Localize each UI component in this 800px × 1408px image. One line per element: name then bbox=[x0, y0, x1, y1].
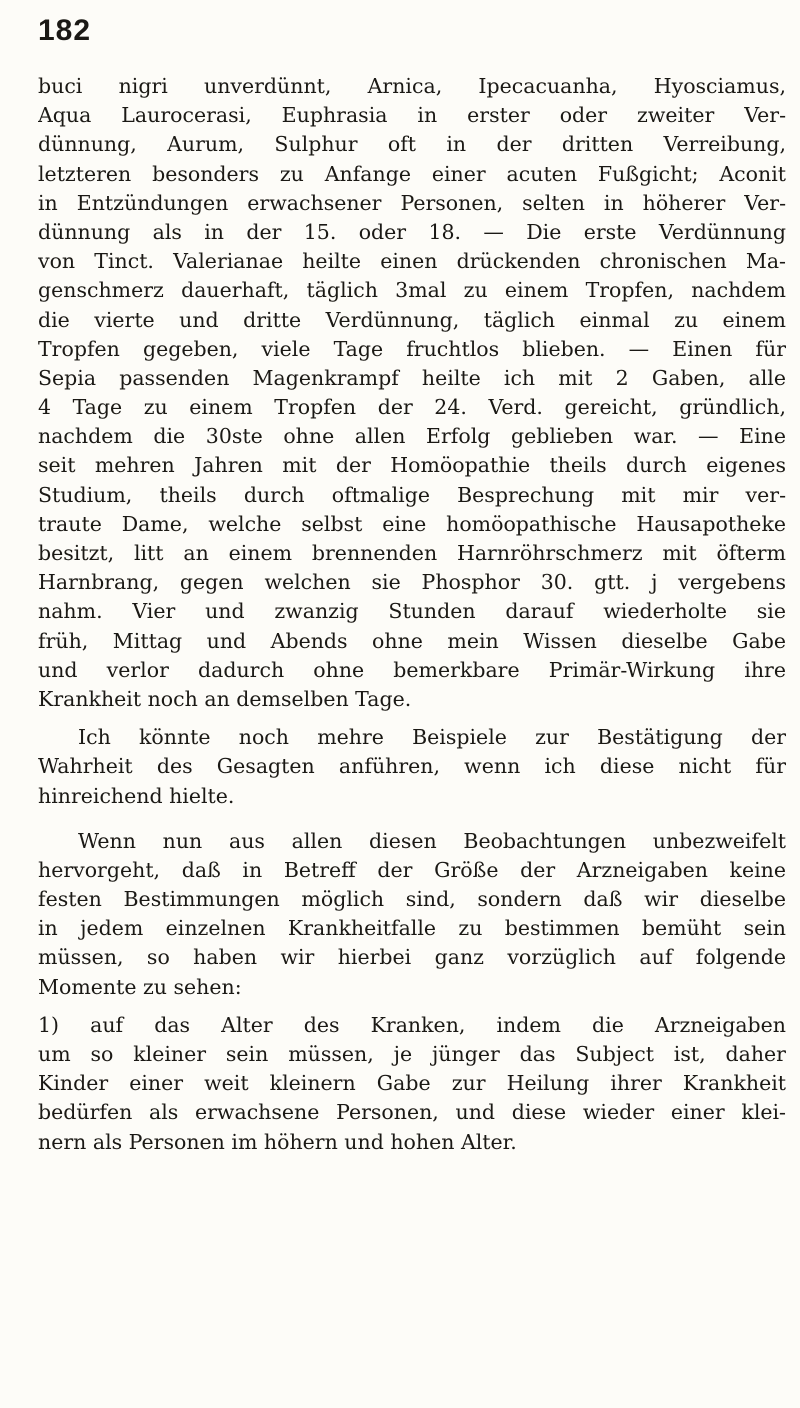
text-line: buci nigri unverdünnt, Arnica, Ipecacuanha, Hyosciamus, bbox=[38, 74, 786, 98]
text-line: 4 Tage zu einem Tropfen der 24. Verd. gereicht, gründlich, bbox=[38, 395, 786, 420]
text-line: Krankheit noch an demselben Tage. bbox=[38, 686, 412, 711]
text-line: Wenn nun aus allen diesen Beobachtungen unbezweifelt bbox=[78, 828, 786, 853]
text-line: nachdem die 30ste ohne allen Erfolg geblieben war. — Eine bbox=[38, 424, 786, 449]
text-line: seit mehren Jahren mit der Homöopathie theils durch eigenes bbox=[38, 453, 786, 478]
page-number: 182 bbox=[38, 14, 92, 47]
body-text bbox=[38, 72, 786, 1157]
text-line: Kinder einer weit kleinern Gabe zur Heilung ihrer Krankheit bbox=[38, 1071, 786, 1096]
text-line: Momente zu sehen: bbox=[38, 974, 242, 999]
text-line: Wahrheit des Gesagten anführen, wenn ich diese nicht für bbox=[38, 754, 786, 779]
text-line: in jedem einzelnen Krankheitfalle zu bestimmen bemüht sein bbox=[38, 916, 786, 941]
paragraph-continued bbox=[38, 72, 786, 714]
paragraph-conclusion bbox=[38, 827, 786, 1002]
text-line: nern als Personen im höhern und hohen Alter. bbox=[38, 1129, 517, 1154]
text-line: bedürfen als erwachsene Personen, und diese wieder einer klei- bbox=[38, 1100, 786, 1125]
text-line: dünnung, Aurum, Sulphur oft in der dritten Verreibung, bbox=[38, 132, 786, 157]
text-line: Tropfen gegeben, viele Tage fruchtlos blieben. — Einen für bbox=[38, 336, 786, 361]
text-line: um so kleiner sein müssen, je jünger das Subject ist, daher bbox=[38, 1042, 786, 1066]
text-line: in Entzündungen erwachsener Personen, selten in höherer Ver- bbox=[38, 190, 786, 215]
text-line: und verlor dadurch ohne bemerkbare Primär-Wirkung ihre bbox=[38, 657, 786, 682]
text-line: nahm. Vier und zwanzig Stunden darauf wiederholte sie bbox=[38, 599, 786, 624]
text-line: hervorgeht, daß in Betreff der Größe der Arzneigaben keine bbox=[38, 857, 786, 882]
text-line: Sepia passenden Magenkrampf heilte ich mit 2 Gaben, alle bbox=[38, 365, 786, 390]
text-line: die vierte und dritte Verdünnung, täglich einmal zu einem bbox=[38, 307, 786, 332]
text-line: Ich könnte noch mehre Beispiele zur Bestätigung der bbox=[78, 725, 786, 750]
text-line: früh, Mittag und Abends ohne mein Wissen dieselbe Gabe bbox=[38, 628, 786, 653]
text-line: genschmerz dauerhaft, täglich 3mal zu einem Tropfen, nachdem bbox=[38, 278, 786, 303]
text-line: Harnbrang, gegen welchen sie Phosphor 30. gtt. j vergebens bbox=[38, 570, 786, 595]
text-line: Aqua Laurocerasi, Euphrasia in erster oder zweiter Ver- bbox=[38, 103, 786, 128]
paragraph-examples bbox=[38, 723, 786, 811]
paragraph-point-1 bbox=[38, 1011, 786, 1157]
text-line: 1) auf das Alter des Kranken, indem die Arzneigaben bbox=[38, 1012, 786, 1037]
text-line: traute Dame, welche selbst eine homöopathische Hausapotheke bbox=[38, 511, 786, 536]
text-line: besitzt, litt an einem brennenden Harnröhrschmerz mit öfterm bbox=[38, 541, 786, 565]
text-line: von Tinct. Valerianae heilte einen drückenden chronischen Ma- bbox=[38, 249, 786, 274]
text-line: dünnung als in der 15. oder 18. — Die erste Verdünnung bbox=[38, 219, 786, 244]
text-line: festen Bestimmungen möglich sind, sondern daß wir dieselbe bbox=[38, 887, 786, 912]
text-line: müssen, so haben wir hierbei ganz vorzüglich auf folgende bbox=[38, 945, 786, 970]
text-line: Studium, theils durch oftmalige Besprechung mit mir ver- bbox=[38, 482, 786, 507]
text-line: hinreichend hielte. bbox=[38, 783, 235, 808]
text-line: letzteren besonders zu Anfange einer acuten Fußgicht; Aconit bbox=[38, 161, 786, 186]
